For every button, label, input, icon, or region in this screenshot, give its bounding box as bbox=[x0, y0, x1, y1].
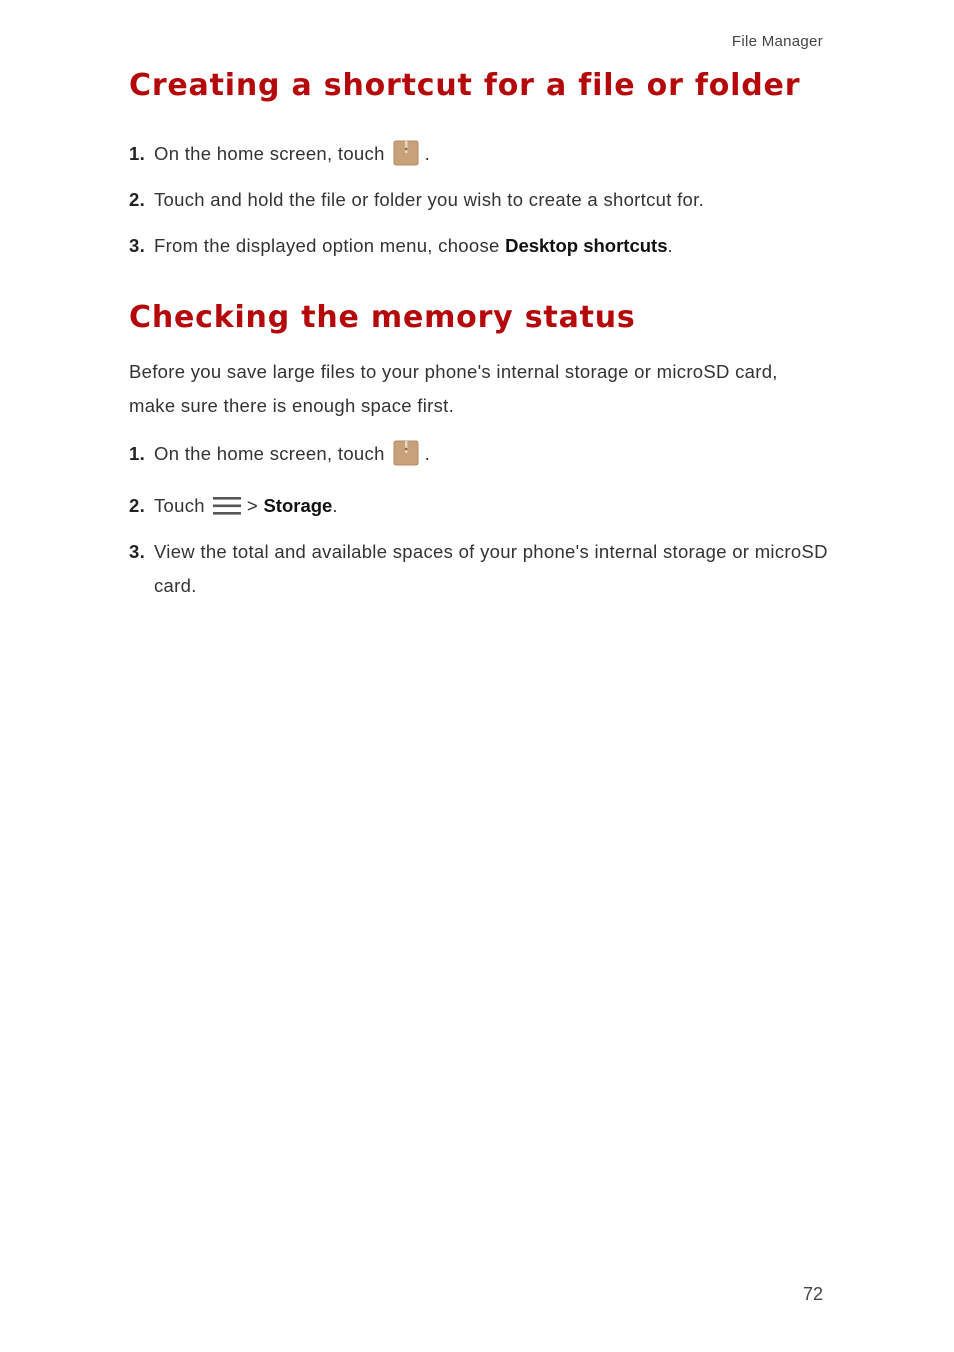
page-number: 72 bbox=[802, 1284, 823, 1304]
step-number: 1. bbox=[129, 443, 146, 464]
file-manager-app-icon bbox=[393, 440, 419, 477]
memory-step-2 bbox=[129, 489, 829, 527]
step-number: 2. bbox=[129, 189, 146, 210]
step-number: 1. bbox=[129, 143, 146, 164]
step-text: Touch and hold the file or folder you wish to create a shortcut for. bbox=[154, 189, 705, 210]
menu-separator: > bbox=[246, 495, 258, 516]
step-period: . bbox=[424, 143, 431, 164]
shortcut-step-2 bbox=[129, 183, 829, 217]
file-manager-app-icon bbox=[393, 140, 419, 177]
running-header: File Manager bbox=[731, 33, 823, 50]
step-period: . bbox=[332, 495, 338, 516]
section-title-shortcut: Creating a shortcut for a file or folder bbox=[129, 68, 801, 103]
memory-step-3 bbox=[129, 535, 829, 603]
memory-step-1 bbox=[129, 437, 829, 477]
menu-icon bbox=[213, 493, 241, 527]
step-text: Touch bbox=[154, 495, 205, 516]
step-number: 2. bbox=[129, 495, 146, 516]
step-text: View the total and available spaces of your phone's internal storage or microSD card. bbox=[154, 541, 828, 596]
shortcut-step-3 bbox=[129, 229, 829, 263]
step-text: From the displayed option menu, choose bbox=[154, 235, 500, 256]
step-text: On the home screen, touch bbox=[154, 443, 385, 464]
storage-option: Storage bbox=[263, 495, 333, 516]
step-period: . bbox=[667, 235, 673, 256]
step-text: On the home screen, touch bbox=[154, 143, 385, 164]
section-title-memory: Checking the memory status bbox=[129, 300, 636, 335]
desktop-shortcuts-option: Desktop shortcuts bbox=[505, 235, 668, 256]
step-number: 3. bbox=[129, 235, 146, 256]
shortcut-step-1 bbox=[129, 137, 829, 177]
step-number: 3. bbox=[129, 541, 146, 562]
memory-intro-paragraph: Before you save large files to your phone's internal storage or microSD card, make sure there is enough space first. bbox=[129, 361, 778, 416]
step-period: . bbox=[424, 443, 431, 464]
